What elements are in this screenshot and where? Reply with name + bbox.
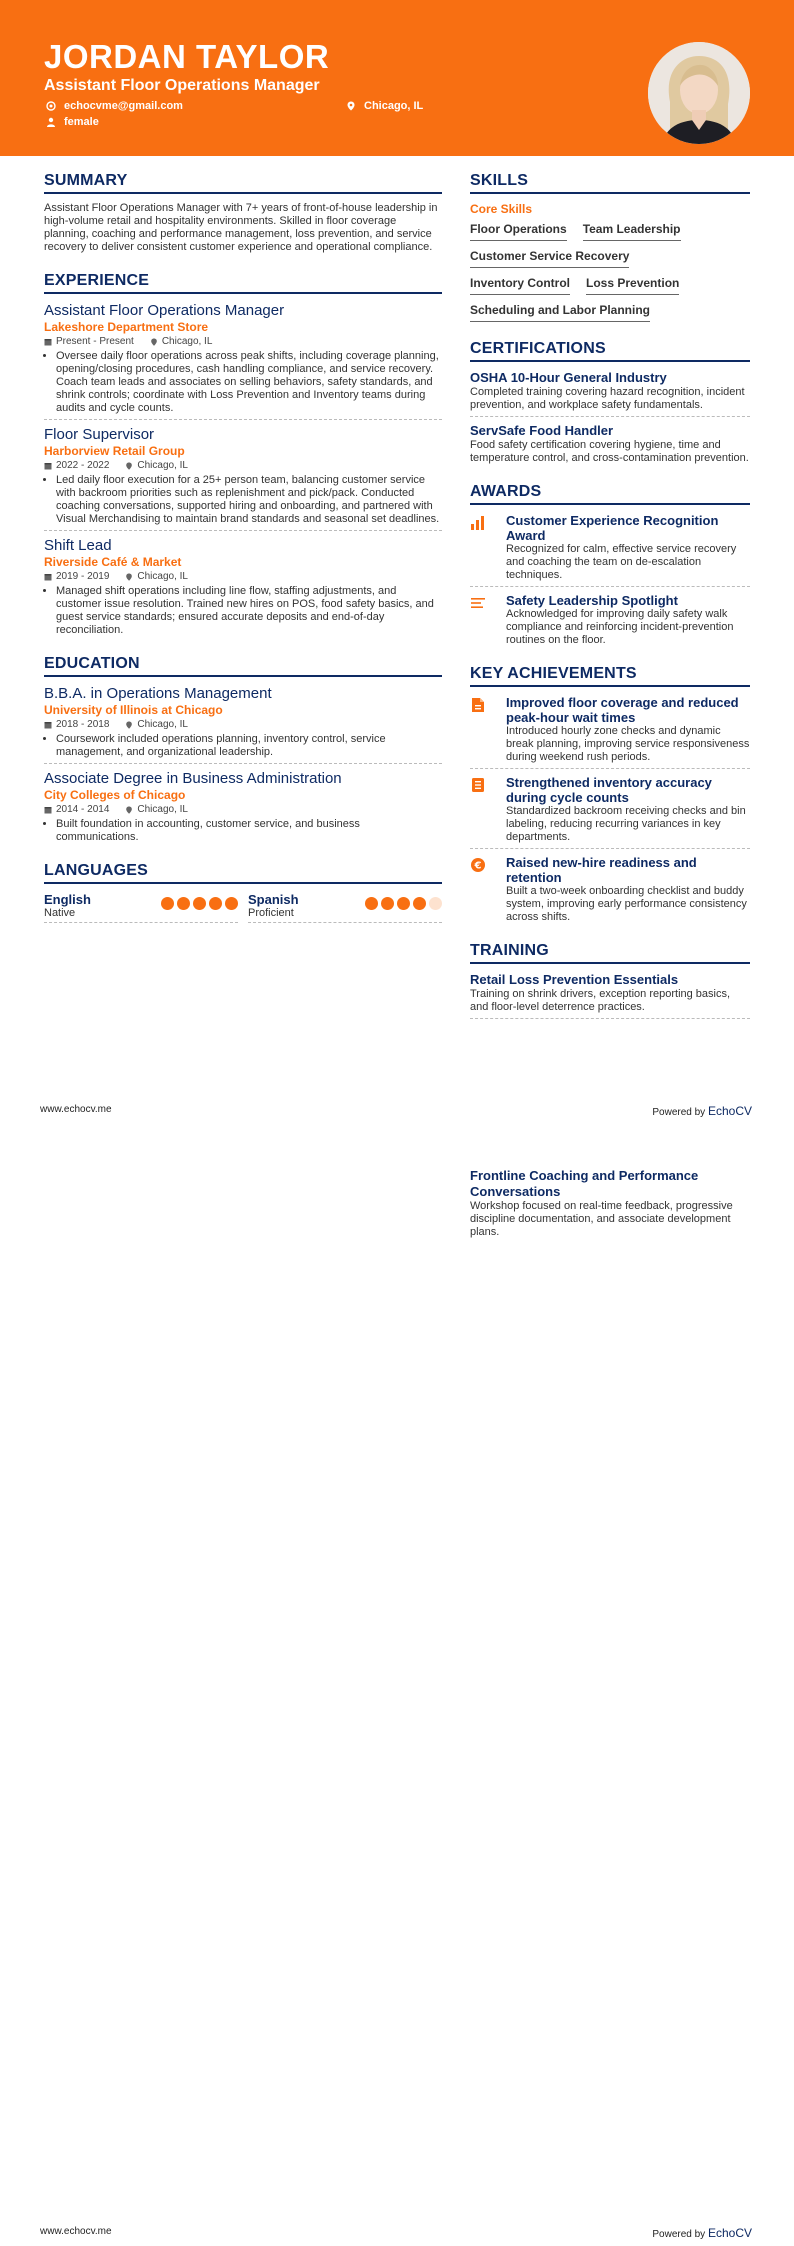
left-column [44,172,442,923]
contact-location [346,100,423,112]
divider [470,768,750,769]
job-title: Assistant Floor Operations Manager [44,302,285,319]
location-pin-icon [125,806,133,814]
calendar-icon [44,806,52,814]
experience-entry [44,537,442,637]
summary-heading: SUMMARY [44,172,442,194]
rating-dot-filled [365,897,378,910]
footer-brand[interactable]: EchoCV [707,1104,752,1118]
footer-site-link[interactable]: www.echocv.me [40,1104,112,1115]
language-item [44,892,238,923]
job-location: Chicago, IL [137,460,188,471]
certification-text: Completed training covering hazard recognition, incident prevention, and workplace safety fundamentals. [470,386,745,411]
skill-tag: Floor Operations [470,222,567,241]
location-pin-icon [150,338,158,346]
language-level: Proficient [248,907,294,919]
resume-header [0,0,794,156]
certification-text: Food safety certification covering hygiene, time and temperature control, and cross-contamination prevention. [470,439,749,464]
language-name: Spanish [248,892,299,907]
list-lines-icon [470,595,486,611]
rating-dot-filled [209,897,222,910]
training-item [470,1168,750,1239]
job-location: Chicago, IL [137,571,188,582]
location-pin-icon [125,573,133,581]
education-dates: 2014 - 2014 [56,804,110,815]
document-icon [470,697,486,713]
job-bullet: • Led daily floor execution for a 25+ person team, balancing customer service with backroom priorities such as replenishment and pick/pack. Conducted coaching conversations, supported hiring and onboarding, and partnered with Visual Merchandising to maintain brand standards and seasonal set deadlines. [56,474,442,526]
rating-dot-filled [177,897,190,910]
degree-title: B.B.A. in Operations Management [44,685,272,702]
checklist-icon [470,777,486,793]
job-meta [44,335,442,348]
education-heading: EDUCATION [44,655,442,677]
divider [470,586,750,587]
divider [470,848,750,849]
euro-coin-icon [470,857,486,873]
certification-title: ServSafe Food Handler [470,423,614,438]
education-entry [44,770,442,844]
award-text: Acknowledged for improving daily safety walk compliance and reinforcing incident-prevention routines on the floor. [506,608,734,646]
job-location: Chicago, IL [161,336,213,347]
experience-entry [44,426,442,531]
education-bullet: • Built foundation in accounting, customer service, and business communications. [56,818,442,844]
person-icon [46,117,56,127]
languages-list [44,892,442,923]
skill-tag: Loss Prevention [586,276,679,295]
page-footer [40,2226,752,2240]
skill-tag: Inventory Control [470,276,570,295]
experience-heading: EXPERIENCE [44,272,442,294]
skill-tag: Scheduling and Labor Planning [470,303,650,322]
education-location: Chicago, IL [137,804,188,815]
certification-title: OSHA 10-Hour General Industry [470,370,667,385]
achievement-text: Introduced hourly zone checks and dynamic break planning, improving service responsiveness during weekend rush periods. [506,725,750,763]
award-text: Recognized for calm, effective service recovery and coaching the team on de-escalation techniques. [506,543,737,581]
footer-powered: Powered by EchoCV [652,2226,752,2240]
job-title: Shift Lead [44,537,112,554]
profile-photo [648,42,750,144]
divider [44,763,442,764]
certification-item [470,370,750,417]
rating-dot-filled [193,897,206,910]
rating-dot-filled [161,897,174,910]
skill-tag: Team Leadership [583,222,681,241]
right-column [470,172,750,1025]
achievement-title: Raised new-hire readiness and retention [506,855,697,885]
degree-title: Associate Degree in Business Administration [44,770,342,787]
language-rating [161,892,238,910]
company-name: Lakeshore Department Store [44,320,209,334]
award-item [470,513,750,582]
education-bullet: • Coursework included operations planning, inventory control, service management, and organizational leadership. [56,733,442,759]
achievement-title: Strengthened inventory accuracy during cycle counts [506,775,712,805]
bar-chart-icon [470,515,486,531]
achievement-item [470,775,750,844]
email-icon [46,101,56,111]
training-title: Frontline Coaching and Performance Conversations [470,1168,699,1199]
calendar-icon [44,721,52,729]
job-bullet: • Oversee daily floor operations across peak shifts, including coverage planning, opening/closing procedures, cash handling compliance, and service recovery. Coach team leads and associates on selling behaviors, safety standards, and shrink controls; coordinate with Loss Prevention and Inventory teams during audits and cycle counts. [56,350,442,415]
education-dates: 2018 - 2018 [56,719,110,730]
calendar-icon [44,573,52,581]
candidate-name: JORDAN TAYLOR [44,38,330,75]
company-name: Riverside Café & Market [44,555,182,569]
awards-heading: AWARDS [470,483,750,505]
gender-text: female [64,116,99,128]
award-item [470,593,750,647]
education-meta [44,718,442,731]
languages-heading: LANGUAGES [44,862,442,884]
training-heading: TRAINING [470,942,750,964]
location-pin-icon [125,462,133,470]
achievement-item [470,855,750,924]
location-pin-icon [346,101,356,111]
page-footer [40,1104,752,1118]
job-dates: 2022 - 2022 [56,460,110,471]
training-title: Retail Loss Prevention Essentials [470,972,679,987]
education-entry [44,685,442,764]
rating-dot-filled [381,897,394,910]
skills-heading: SKILLS [470,172,750,194]
language-item [248,892,442,923]
school-name: University of Illinois at Chicago [44,703,223,717]
job-bullet: • Managed shift operations including line flow, staffing adjustments, and customer issue resolution. Trained new hires on POS, food safety basics, and guest service standards; ensured accurate deposits and end-of-day reconciliation. [56,585,442,637]
achievement-item [470,695,750,764]
experience-entry [44,302,442,420]
language-level: Native [44,907,76,919]
company-name: Harborview Retail Group [44,444,185,458]
divider [470,1018,750,1019]
skills-row [470,249,750,268]
skills-row [470,303,750,322]
footer-brand[interactable]: EchoCV [707,2226,752,2240]
language-rating [365,892,442,910]
certifications-heading: CERTIFICATIONS [470,340,750,362]
email-text: echocvme@gmail.com [64,100,183,112]
award-title: Safety Leadership Spotlight [506,593,678,608]
award-title: Customer Experience Recognition Award [506,513,719,543]
job-dates: Present - Present [56,336,134,347]
rating-dot-filled [413,897,426,910]
achievement-title: Improved floor coverage and reduced peak-hour wait times [506,695,739,725]
skill-tag: Customer Service Recovery [470,249,629,268]
training-item [470,972,750,1019]
divider [44,530,442,531]
job-meta [44,459,442,472]
job-dates: 2019 - 2019 [56,571,110,582]
rating-dot-filled [397,897,410,910]
footer-powered: Powered by EchoCV [652,1104,752,1118]
education-meta [44,803,442,816]
footer-site-link[interactable]: www.echocv.me [40,2226,112,2237]
divider [470,416,750,417]
divider [44,419,442,420]
achievement-text: Standardized backroom receiving checks and bin labeling, reducing recurring variances in key departments. [506,805,746,843]
school-name: City Colleges of Chicago [44,788,186,802]
skills-row [470,222,750,241]
calendar-icon [44,338,52,346]
achievements-heading: KEY ACHIEVEMENTS [470,665,750,687]
training-text: Training on shrink drivers, exception reporting basics, and floor-level deterrence practices. [470,988,731,1013]
skills-group-title: Core Skills [470,202,533,216]
contact-gender [46,116,99,128]
location-pin-icon [125,721,133,729]
certification-item [470,423,750,465]
job-meta [44,570,442,583]
education-location: Chicago, IL [137,719,188,730]
calendar-icon [44,462,52,470]
summary-text: Assistant Floor Operations Manager with 7+ years of front-of-house leadership in high-volume retail and hospitality environments. Skilled in floor coverage planning, coaching and performance management, loss prevention, and service recovery to deliver consistent customer experience and operational compliance. [44,202,438,253]
training-text: Workshop focused on real-time feedback, progressive discipline documentation, and associate development plans. [470,1200,733,1238]
language-name: English [44,892,91,907]
achievement-text: Built a two-week onboarding checklist and buddy system, improving early performance consistency across shifts. [506,885,747,923]
svg-text:€: € [474,860,482,872]
location-text: Chicago, IL [364,100,424,112]
rating-dot-filled [225,897,238,910]
candidate-title: Assistant Floor Operations Manager [44,77,320,94]
contact-email[interactable] [46,100,183,112]
rating-dot-empty [429,897,442,910]
job-title: Floor Supervisor [44,426,155,443]
training-continued [470,1164,750,1239]
skills-row [470,276,750,295]
